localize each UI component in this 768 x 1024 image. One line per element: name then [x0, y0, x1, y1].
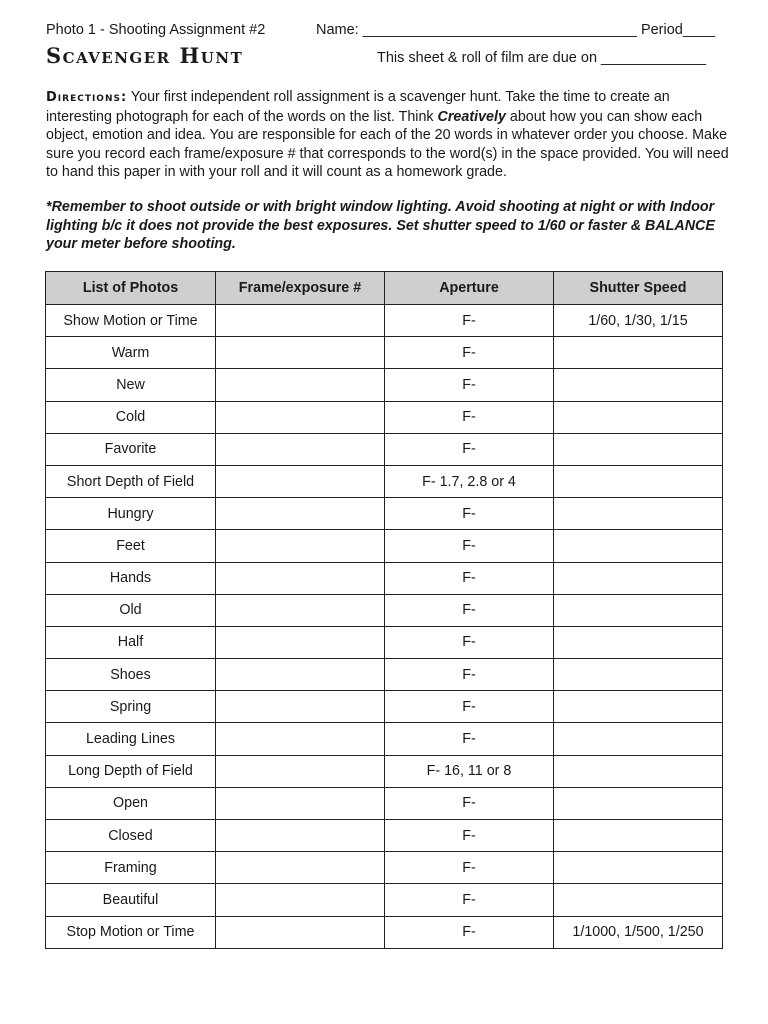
shutter-speed-cell	[554, 723, 723, 755]
frame-exposure-cell	[216, 691, 385, 723]
shutter-speed-cell	[554, 465, 723, 497]
shutter-speed-cell	[554, 369, 723, 401]
table-row	[46, 530, 723, 562]
photo-subject-cell: Old	[46, 594, 216, 626]
shutter-speed-cell	[554, 787, 723, 819]
header-shutter-speed: Shutter Speed	[554, 272, 723, 305]
table-row	[46, 755, 723, 787]
aperture-cell: F-	[385, 401, 554, 433]
photo-subject-cell: Hands	[46, 562, 216, 594]
frame-exposure-cell	[216, 530, 385, 562]
table-row	[46, 498, 723, 530]
photo-subject-cell: Framing	[46, 852, 216, 884]
frame-exposure-cell	[216, 884, 385, 916]
photo-subject-cell: Leading Lines	[46, 723, 216, 755]
shooting-note: *Remember to shoot outside or with bright window lighting. Avoid shooting at night or with Indoor lighting b/c it does not provide the best exposures. Set shutter speed to 1/60 or faster & BALANCE your meter before shooting.	[46, 199, 715, 252]
shutter-speed-cell	[554, 401, 723, 433]
table-row	[46, 562, 723, 594]
photo-subject-cell: Short Depth of Field	[46, 465, 216, 497]
aperture-cell: F-	[385, 337, 554, 369]
frame-exposure-cell	[216, 401, 385, 433]
table-row	[46, 369, 723, 401]
photo-subject-cell: Cold	[46, 401, 216, 433]
shutter-speed-cell	[554, 755, 723, 787]
frame-exposure-cell	[216, 723, 385, 755]
aperture-cell: F-	[385, 659, 554, 691]
directions-paragraph	[46, 88, 736, 182]
photo-subject-cell: Stop Motion or Time	[46, 916, 216, 948]
shutter-speed-cell	[554, 433, 723, 465]
aperture-cell: F-	[385, 884, 554, 916]
photo-subject-cell: Half	[46, 626, 216, 658]
aperture-cell: F-	[385, 530, 554, 562]
table-row	[46, 659, 723, 691]
table-row	[46, 691, 723, 723]
shutter-speed-cell	[554, 659, 723, 691]
shutter-speed-cell	[554, 884, 723, 916]
due-date-line: This sheet & roll of film are due on _____________	[377, 50, 706, 66]
frame-exposure-cell	[216, 433, 385, 465]
frame-exposure-cell	[216, 820, 385, 852]
aperture-cell: F-	[385, 852, 554, 884]
table-row	[46, 852, 723, 884]
aperture-cell: F- 1.7, 2.8 or 4	[385, 465, 554, 497]
shutter-speed-cell	[554, 530, 723, 562]
directions-text-start: Your first independent roll assignment is a scavenger hunt. Take the time to create an interesting photograph for each of the words on the list. Think	[46, 89, 670, 125]
photo-subject-cell: Shoes	[46, 659, 216, 691]
table-row	[46, 337, 723, 369]
aperture-cell: F-	[385, 305, 554, 337]
frame-exposure-cell	[216, 659, 385, 691]
frame-exposure-cell	[216, 594, 385, 626]
table-row	[46, 626, 723, 658]
directions-emphasis: Creatively	[437, 108, 506, 125]
table-row	[46, 305, 723, 337]
frame-exposure-cell	[216, 787, 385, 819]
aperture-cell: F-	[385, 433, 554, 465]
photo-subject-cell: New	[46, 369, 216, 401]
photo-subject-cell: Favorite	[46, 433, 216, 465]
aperture-cell: F-	[385, 916, 554, 948]
table-row	[46, 884, 723, 916]
frame-exposure-cell	[216, 626, 385, 658]
directions-label: Directions:	[46, 90, 128, 105]
table-row	[46, 787, 723, 819]
shutter-speed-cell	[554, 820, 723, 852]
aperture-cell: F-	[385, 498, 554, 530]
photo-subject-cell: Beautiful	[46, 884, 216, 916]
shutter-speed-cell	[554, 626, 723, 658]
aperture-cell: F-	[385, 723, 554, 755]
table-row	[46, 465, 723, 497]
frame-exposure-cell	[216, 755, 385, 787]
photo-subject-cell: Hungry	[46, 498, 216, 530]
frame-exposure-cell	[216, 562, 385, 594]
aperture-cell: F-	[385, 820, 554, 852]
frame-exposure-cell	[216, 305, 385, 337]
table-row	[46, 820, 723, 852]
aperture-cell: F- 16, 11 or 8	[385, 755, 554, 787]
shutter-speed-cell	[554, 852, 723, 884]
aperture-cell: F-	[385, 369, 554, 401]
header-list-of-photos: List of Photos	[46, 272, 216, 305]
shutter-speed-cell	[554, 691, 723, 723]
aperture-cell: F-	[385, 594, 554, 626]
photo-subject-cell: Open	[46, 787, 216, 819]
table-row	[46, 594, 723, 626]
photo-subject-cell: Warm	[46, 337, 216, 369]
aperture-cell: F-	[385, 562, 554, 594]
photo-list-table	[45, 271, 723, 949]
photo-subject-cell: Spring	[46, 691, 216, 723]
table-row	[46, 401, 723, 433]
shutter-speed-cell	[554, 498, 723, 530]
page-title: Scavenger Hunt	[46, 43, 244, 68]
aperture-cell: F-	[385, 626, 554, 658]
frame-exposure-cell	[216, 498, 385, 530]
shutter-speed-cell	[554, 562, 723, 594]
frame-exposure-cell	[216, 916, 385, 948]
name-period-line: Name: __________________________________ Period____	[316, 22, 716, 38]
aperture-cell: F-	[385, 691, 554, 723]
photo-subject-cell: Show Motion or Time	[46, 305, 216, 337]
table-row	[46, 916, 723, 948]
frame-exposure-cell	[216, 852, 385, 884]
header-frame-exposure: Frame/exposure #	[216, 272, 385, 305]
table-row	[46, 723, 723, 755]
table-header-row	[46, 272, 723, 305]
aperture-cell: F-	[385, 787, 554, 819]
frame-exposure-cell	[216, 369, 385, 401]
photo-subject-cell: Feet	[46, 530, 216, 562]
shutter-speed-cell	[554, 594, 723, 626]
frame-exposure-cell	[216, 465, 385, 497]
photo-subject-cell: Long Depth of Field	[46, 755, 216, 787]
frame-exposure-cell	[216, 337, 385, 369]
photo-subject-cell: Closed	[46, 820, 216, 852]
directions-text-end: about how you can show each object, emotion and idea. You are responsible for each of the 20 words in whatever order you choose. Make sure you record each frame/exposure # that corresponds to the word(s) in the space provided. You will need to hand this paper in with your roll and it will count as a homework grade.	[46, 108, 729, 180]
shutter-speed-cell: 1/1000, 1/500, 1/250	[554, 916, 723, 948]
table-row	[46, 433, 723, 465]
shutter-speed-cell	[554, 337, 723, 369]
shutter-speed-cell: 1/60, 1/30, 1/15	[554, 305, 723, 337]
assignment-label: Photo 1 - Shooting Assignment #2	[46, 22, 266, 38]
header-aperture: Aperture	[385, 272, 554, 305]
